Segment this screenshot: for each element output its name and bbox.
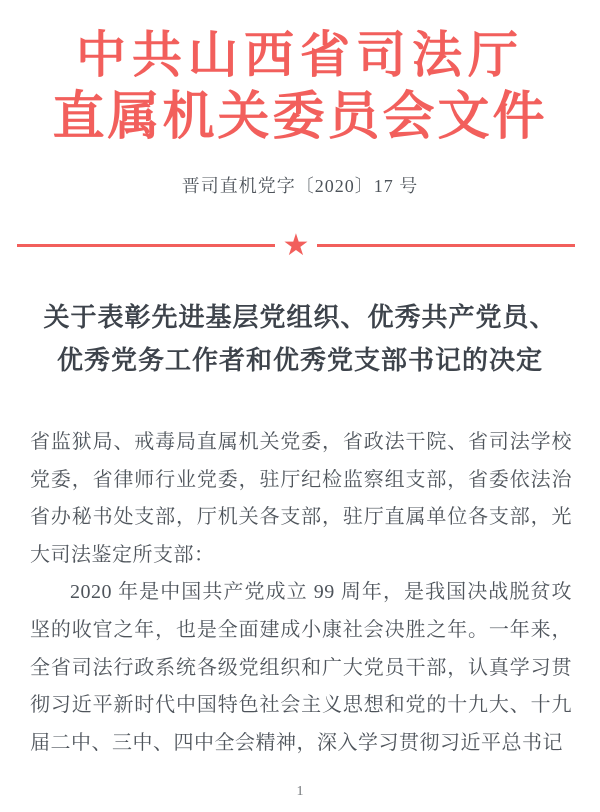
body-paragraph-2: 2020 年是中国共产党成立 99 周年，是我国决战脱贫攻坚的收官之年，也是全面建成小康社会决胜之年。一年来，全省司法行政系统各级党组织和广大党员干部，认真学习贯彻习近平新时代中国特色社会主义思想和党的十九大、十九届二中、三中、四中全会精神，深入学习贯彻习近平总书记 [30,581,572,754]
document-title [0,296,600,382]
document-body [30,424,572,762]
red-header-divider [17,229,575,262]
issuing-org-header [0,0,600,150]
document-title-line1: 关于表彰先进基层党组织、优秀共产党员、 [43,303,557,332]
org-name-line1: 中共山西省司法厅 [76,27,524,83]
divider-line-left [17,244,275,247]
divider-line-right [317,244,575,247]
org-name-line2: 直属机关委员会文件 [52,89,548,146]
document-title-line2: 优秀党务工作者和优秀党支部书记的决定 [56,346,543,375]
page-number: 1 [296,784,304,799]
body-paragraph-1: 省监狱局、戒毒局直属机关党委，省政法干院、省司法学校党委，省律师行业党委，驻厅纪检监察组支部，省委依法治省办秘书处支部，厅机关各支部，驻厅直属单位各支部，光大司法鉴定所支部： [30,431,572,566]
star-icon: ★ [282,229,310,262]
document-number: 晋司直机党字〔2020〕17 号 [181,176,419,196]
